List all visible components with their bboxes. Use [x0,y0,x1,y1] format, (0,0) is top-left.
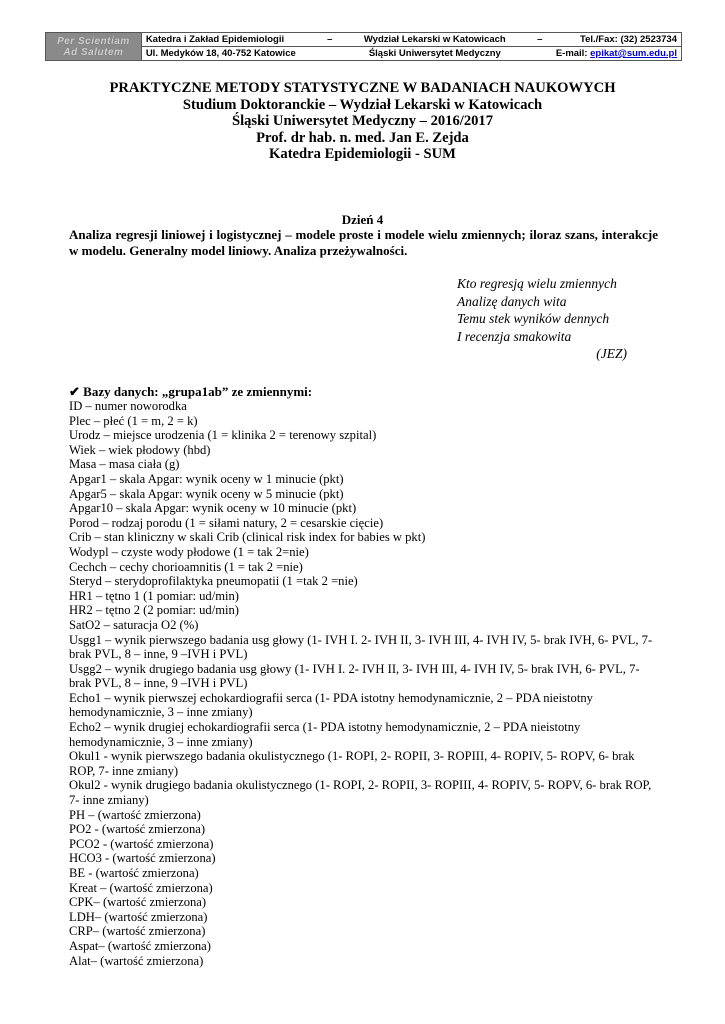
variable-item: HR2 – tętno 2 (2 pomiar: ud/min) [69,603,239,618]
variable-item: PO2 - (wartość zmierzona) [69,822,206,837]
document-title [0,80,725,163]
variable-item: Apgar5 – skala Apgar: wynik oceny w 5 minucie (pkt) [69,486,344,501]
variable-item: Porod – rodzaj porodu (1 = siłami natury, 2 = cesarskie cięcie) [69,515,384,530]
letterhead-row-1 [142,33,681,47]
variable-item: PCO2 - (wartość zmierzona) [69,836,214,851]
university-name: Śląski Uniwersytet Medyczny [368,48,501,59]
variable-item: Plec – płeć (1 = m, 2 = k) [69,413,198,428]
title-line: Śląski Uniwersytet Medyczny – 2016/2017 [231,113,494,129]
email-line [556,48,677,59]
title-line: Katedra Epidemiologii - SUM [269,146,456,162]
logo-line-1: Per Scientiam [57,35,130,47]
variable-item: HR1 – tętno 1 (1 pomiar: ud/min) [69,588,239,603]
email-link[interactable]: epikat@sum.edu.pl [590,48,677,59]
variable-item: Cechch – cechy chorioamnitis (1 = tak 2 =nie) [69,559,303,574]
address: Ul. Medyków 18, 40-752 Katowice [145,48,296,59]
variable-item: CPK– (wartość zmierzona) [69,895,207,910]
day-heading: Dzień 4 [341,212,384,227]
poem-line: Temu stek wyników dennych [457,311,610,326]
phone-fax: Tel./Fax: (32) 2523734 [580,34,677,45]
title-line: PRAKTYCZNE METODY STATYSTYCZNE W BADANIACH NAUKOWYCH [109,80,616,96]
separator: – [537,34,543,45]
university-logo [46,33,142,60]
variable-item: Wiek – wiek płodowy (hbd) [69,442,211,457]
variable-list [69,399,654,968]
poem-line: Analizę danych wita [457,293,567,309]
poem [457,275,627,363]
variable-item: Usgg2 – wynik drugiego badania usg głowy (1- IVH I. 2- IVH II, 3- IVH III, 4- IVH IV, 5- brak IVH, 6- PVL, 7- brak PVL, 8 – inne, 9 –IVH i PVL) [69,661,640,691]
variable-item: Apgar1 – skala Apgar: wynik oceny w 1 minucie (pkt) [69,471,344,486]
variable-item: Masa – masa ciała (g) [69,457,180,472]
faculty-name: Wydział Lekarski w Katowicach [363,34,506,45]
variable-item: HCO3 - (wartość zmierzona) [69,851,216,866]
database-heading: ✔ Bazy danych: „grupa1ab” ze zmiennymi: [69,384,313,399]
poem-line: I recenzja smakowita [457,328,572,344]
letterhead [45,32,682,61]
title-line: Studium Doktoranckie – Wydział Lekarski w Katowicach [182,96,543,113]
variable-item: Wodypl – czyste wody płodowe (1 = tak 2=nie) [69,544,309,559]
variable-item: Okul1 - wynik pierwszego badania okulistycznego (1- ROPI, 2- ROPII, 3- ROPIII, 4- ROPIV, 5- ROPV, 6- brak ROP, 7- inne zmiany) [69,749,635,778]
email-label: E-mail: [555,48,591,59]
variable-item: Kreat – (wartość zmierzona) [69,880,213,895]
department-name: Katedra i Zakład Epidemiologii [145,34,285,45]
title-line: Prof. dr hab. n. med. Jan E. Zejda [256,129,469,146]
variable-item: Alat– (wartość zmierzona) [69,953,204,968]
variable-item: Echo1 – wynik pierwszej echokardiografii serca (1- PDA istotny hemodynamicznie, 2 – PDA nieistotny hemodynamicznie, 3 – inne zmiany) [69,690,593,720]
variable-item: Echo2 – wynik drugiej echokardiografii serca (1- PDA istotny hemodynamicznie, 2 – PDA nieistotny hemodynamicznie, 3 – inne zmiany) [69,720,581,749]
variable-item: BE - (wartość zmierzona) [69,866,199,880]
poem-signature: (JEZ) [596,346,627,361]
variable-item: Steryd – sterydoprofilaktyka pneumopatii (1 =tak 2 =nie) [69,574,358,589]
variable-item: Usgg1 – wynik pierwszego badania usg głowy (1- IVH I. 2- IVH II, 3- IVH III, 4- IVH IV, 5- brak IVH, 6- PVL, 7- brak PVL, 8 – inne, 9 –IVH i PVL) [69,632,653,662]
letterhead-row-2 [142,47,681,60]
separator: – [327,34,333,45]
variable-item: LDH– (wartość zmierzona) [69,909,208,924]
variable-item: SatO2 – saturacja O2 (%) [69,617,199,632]
variable-item: Apgar10 – skala Apgar: wynik oceny w 10 minucie (pkt) [69,501,357,516]
letterhead-info [142,33,681,60]
variable-item: Urodz – miejsce urodzenia (1 = klinika 2 = terenowy szpital) [69,428,377,443]
variable-item: CRP– (wartość zmierzona) [69,924,206,939]
poem-line: Kto regresją wielu zmiennych [457,276,617,291]
logo-line-2: Ad Salutem [63,46,124,58]
variable-item: ID – numer noworodka [69,399,187,413]
topic-paragraph: Analiza regresji liniowej i logistycznej – modele proste i modele wielu zmiennych; iloraz szans, interakcje w modelu. Generalny model liniowy. Analiza przeżywalności. [69,227,658,258]
variable-item: Aspat– (wartość zmierzona) [69,938,211,953]
variable-item: Okul2 - wynik drugiego badania okulistycznego (1- ROPI, 2- ROPII, 3- ROPIII, 4- ROPIV, 5- ROPV, 6- brak ROP, 7- inne zmiany) [69,778,652,808]
variable-item: Crib – stan kliniczny w skali Crib (clinical risk index for babies w pkt) [69,530,426,545]
variable-item: PH – (wartość zmierzona) [69,807,201,822]
